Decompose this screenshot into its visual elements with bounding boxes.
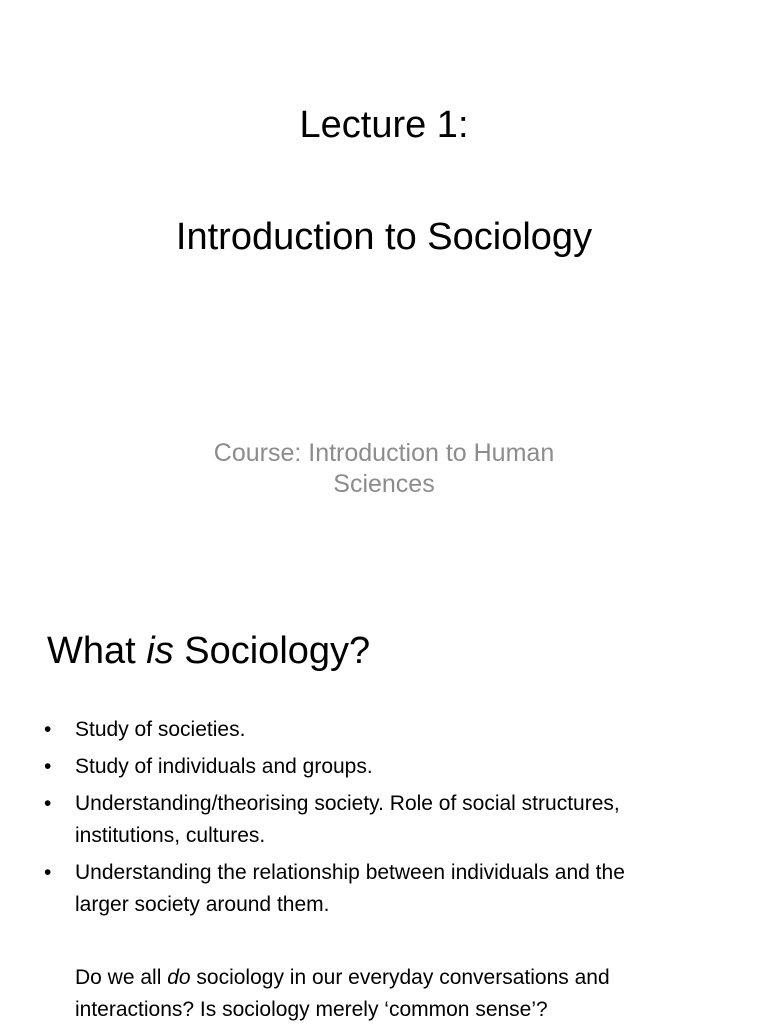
bullet-text-line2: larger society around them. — [75, 893, 330, 916]
bullet-text-line1: Understanding the relationship between individuals and the — [75, 861, 625, 884]
bullet-icon: • — [44, 718, 52, 741]
heading-before: What — [47, 630, 147, 672]
lecture-title: Introduction to Sociology — [175, 216, 593, 258]
question-emphasis: do — [167, 966, 191, 989]
bullet-icon: • — [44, 755, 52, 778]
heading-after: Sociology? — [173, 630, 371, 672]
question-after-line1: sociology in our everyday conversations and — [190, 966, 610, 989]
question-line2: interactions? Is sociology merely ‘common sense’? — [75, 998, 548, 1021]
closing-question — [75, 962, 735, 1026]
bullet-item — [44, 857, 724, 921]
bullet-list — [44, 714, 724, 926]
course-subtitle — [150, 438, 618, 500]
bullet-item — [44, 714, 724, 746]
bullet-text-line1: Study of individuals and groups. — [75, 755, 373, 778]
course-subtitle-line2: Sciences — [333, 470, 435, 498]
bullet-icon: • — [44, 861, 52, 884]
bullet-text-line2: institutions, cultures. — [75, 824, 266, 847]
lecture-label: Lecture 1: — [299, 104, 469, 146]
content-slide — [0, 560, 768, 1024]
course-subtitle-line1: Course: Introduction to Human — [213, 439, 555, 467]
question-before: Do we all — [75, 966, 168, 989]
bullet-item — [44, 788, 724, 852]
bullet-text-line1: Study of societies. — [75, 718, 246, 741]
slide-heading — [47, 626, 370, 676]
bullet-icon: • — [44, 792, 52, 815]
bullet-text-line1: Understanding/theorising society. Role of social structures, — [75, 792, 620, 815]
heading-emphasis: is — [146, 630, 174, 672]
bullet-item — [44, 751, 724, 783]
